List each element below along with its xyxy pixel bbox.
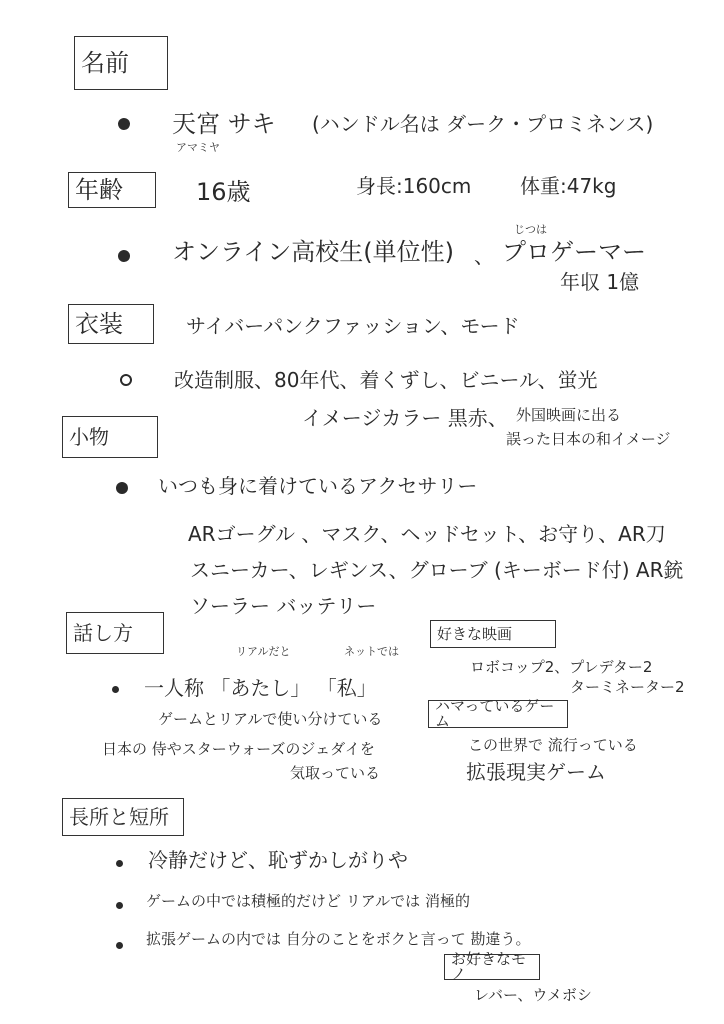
game-heading: ハマっているゲーム	[428, 700, 568, 728]
bullet-trait-2	[116, 902, 123, 909]
speech-ruby-net: ネットでは	[344, 645, 399, 658]
speech-line-3: 気取っている	[290, 764, 381, 782]
speech-line-2: 日本の 侍やスターウォーズのジェダイを	[102, 740, 375, 758]
accessories-line-1: ARゴーグル 、マスク、ヘッドセット、お守り、AR刀	[188, 522, 666, 546]
movies-line-2: ターミネーター2	[570, 678, 685, 696]
favorites-heading: お好きなモノ	[444, 954, 540, 980]
image-note-1: 外国映画に出る	[516, 406, 622, 424]
trait-1: 冷静だけど、恥ずかしがりや	[148, 848, 408, 872]
speech-ruby-real: リアルだと	[236, 645, 291, 658]
traits-heading: 長所と短所	[62, 798, 184, 836]
occupation-text: オンライン高校生(単位性)	[172, 238, 455, 266]
image-color: イメージカラー 黒赤、	[302, 406, 508, 430]
age-value: 16歳	[196, 178, 251, 206]
accessories-line-3: ソーラー バッテリー	[190, 594, 377, 618]
speech-heading: 話し方	[66, 612, 164, 654]
bullet-outfit	[120, 374, 132, 386]
speech-pronouns: 一人称 「あたし」 「私」	[144, 676, 377, 700]
pro-gamer: プロゲーマー	[502, 238, 646, 266]
weight-value: 体重:47kg	[520, 174, 617, 198]
speech-line-1: ゲームとリアルで使い分けている	[158, 710, 383, 728]
name-value: 天宮 サキ	[172, 110, 276, 138]
accessories-heading: 小物	[62, 416, 158, 458]
trait-2: ゲームの中では積極的だけど リアルでは 消極的	[146, 892, 470, 910]
height-value: 身長:160cm	[356, 174, 472, 198]
handle-name: (ハンドル名は ダーク・プロミネンス)	[312, 112, 654, 136]
image-note-2: 誤った日本の和イメージ	[506, 430, 671, 448]
age-heading: 年齢	[68, 172, 156, 208]
bullet-trait-1	[116, 860, 123, 867]
game-line-2: 拡張現実ゲーム	[466, 760, 606, 784]
bullet-name	[118, 118, 130, 130]
game-line-1: この世界で 流行っている	[468, 736, 638, 754]
outfit-style: サイバーパンクファッション、モード	[186, 314, 520, 338]
bullet-accessories	[116, 482, 128, 494]
outfit-heading: 衣装	[68, 304, 154, 344]
accessories-intro: いつも身に着けているアクセサリー	[158, 474, 478, 498]
outfit-items: 改造制服、80年代、着くずし、ビニール、蛍光	[174, 368, 598, 392]
bullet-occupation	[118, 250, 130, 262]
trait-3: 拡張ゲームの内では 自分のことをボクと言って 勘違う。	[146, 930, 531, 948]
occupation-ruby: じつは	[514, 223, 547, 236]
accessories-line-2: スニーカー、レギンス、グローブ (キーボード付) AR銃	[190, 558, 684, 582]
name-heading: 名前	[74, 36, 168, 90]
occupation-separator: 、	[474, 244, 494, 268]
movies-heading: 好きな映画	[430, 620, 556, 648]
movies-line-1: ロボコップ2、プレデター2	[470, 658, 653, 676]
bullet-trait-3	[116, 942, 123, 949]
favorites-text: レバー、ウメボシ	[474, 986, 592, 1004]
bullet-speech	[112, 686, 119, 693]
name-reading: アマミヤ	[176, 141, 220, 154]
income: 年収 1億	[560, 270, 640, 294]
